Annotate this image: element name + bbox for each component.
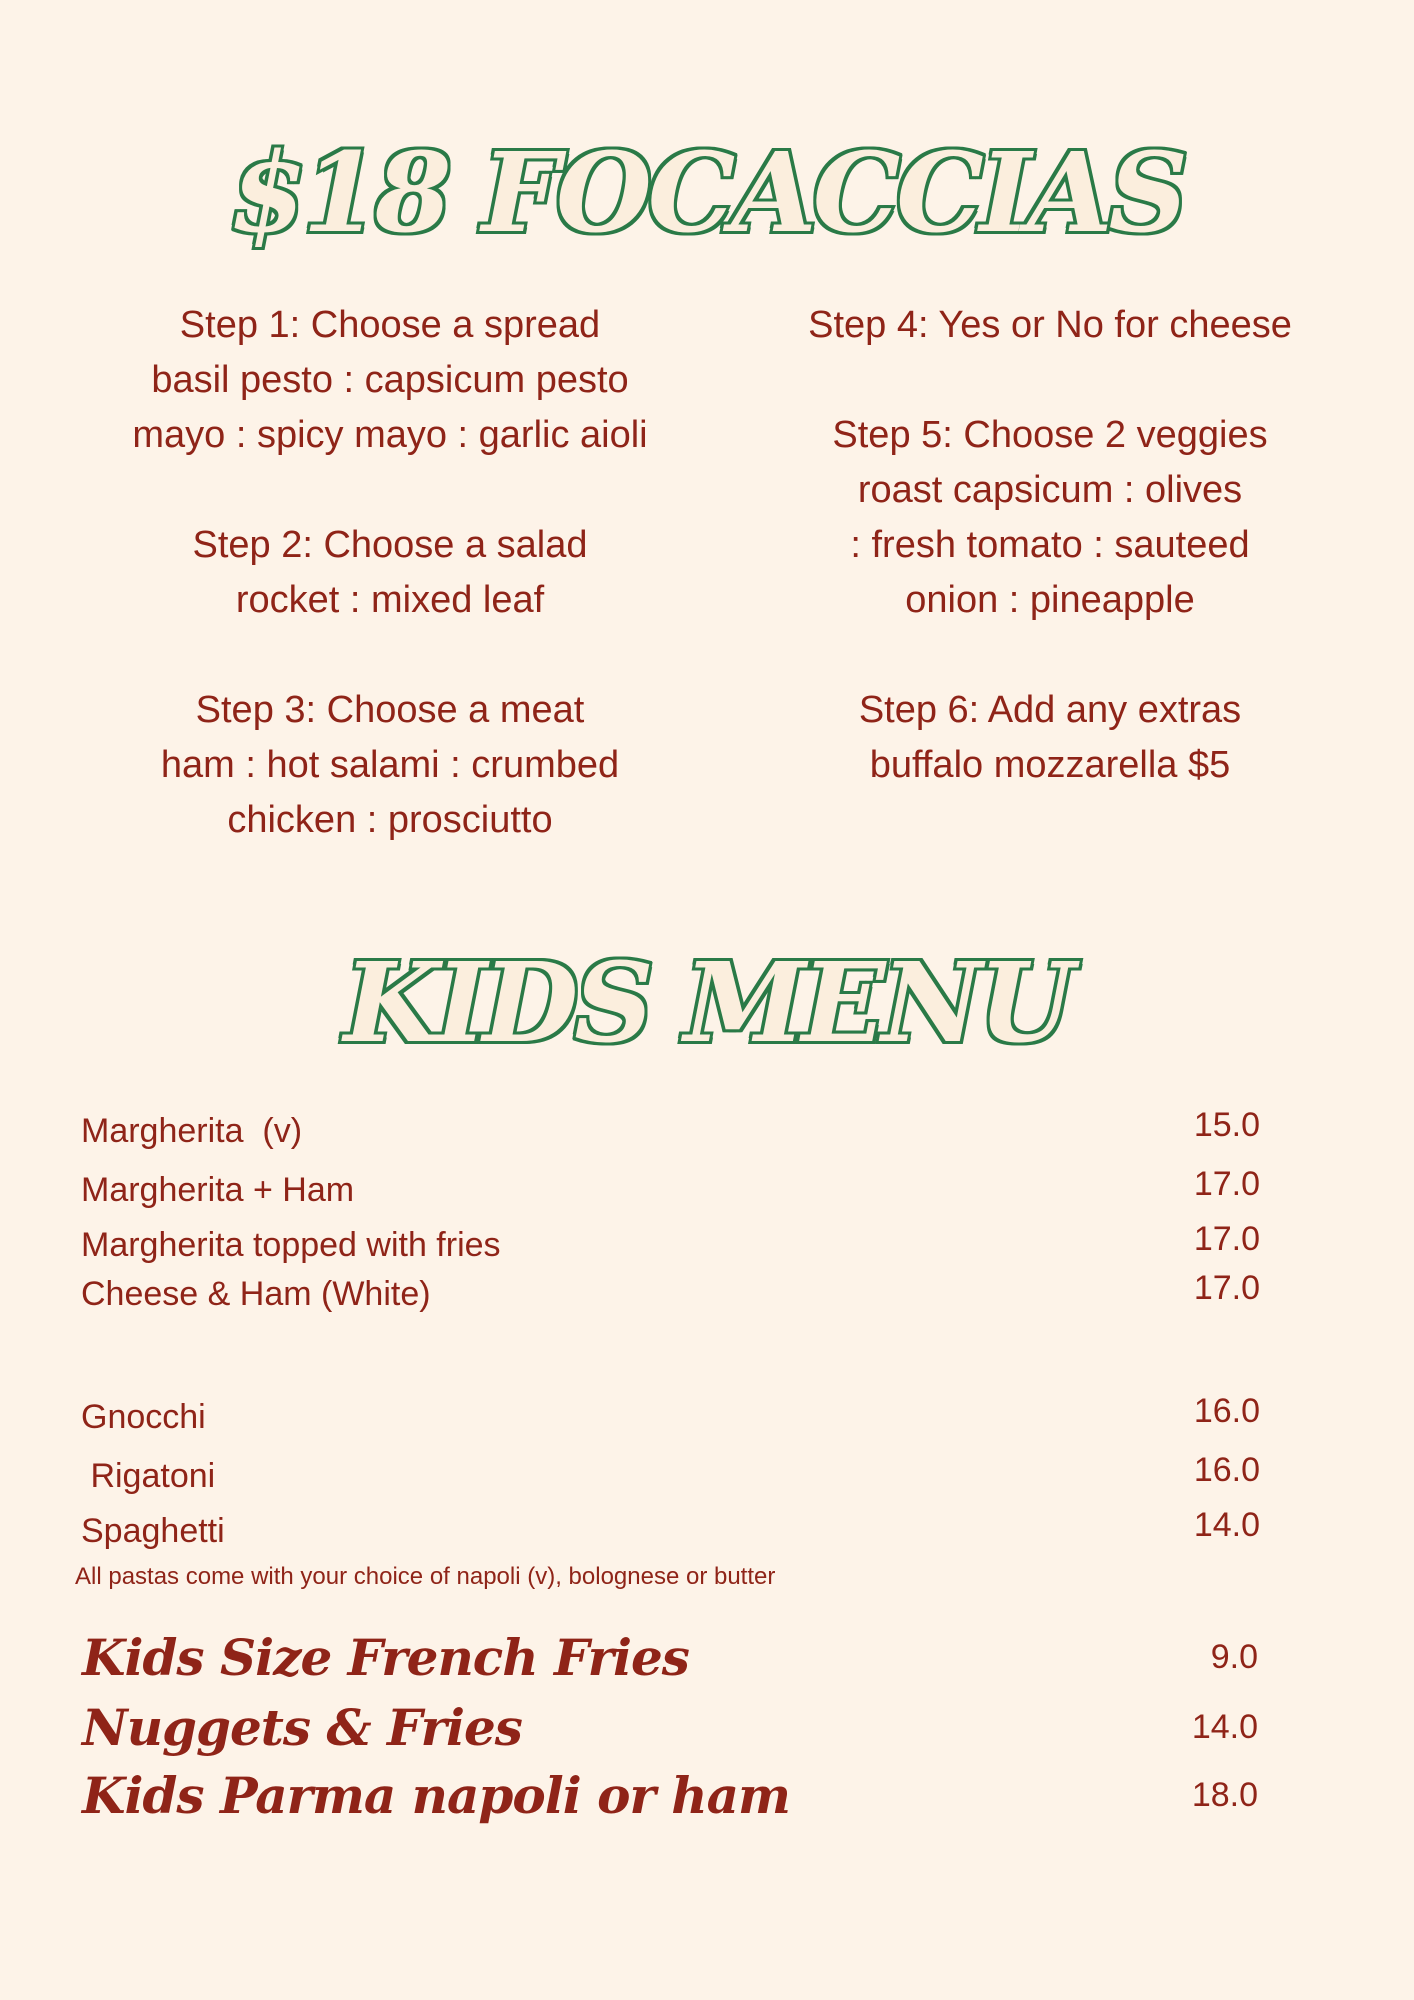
menu-item-name: Kids Parma napoli or ham [82,1766,790,1825]
menu-item-price: 14.0 [1193,1506,1260,1544]
menu-item-price: 16.0 [1193,1392,1260,1430]
menu-item-price: 17.0 [1193,1165,1260,1203]
menu-item-name: Margherita (v) [81,1112,303,1150]
menu-item [0,1766,1414,1836]
step-options: rocket : mixed leaf [235,579,545,621]
menu-item [0,1628,1414,1698]
step-heading: Step 6: Add any extras [858,689,1242,731]
focaccia-steps-left [90,298,690,848]
menu-item-name: Spaghetti [81,1512,225,1550]
step-heading: Step 3: Choose a meat [195,689,585,731]
step-heading: Step 2: Choose a salad [192,524,588,566]
menu-item-price: 16.0 [1193,1451,1260,1489]
step-options: onion : pineapple [905,579,1195,621]
focaccias-title: $18 FOCACCIAS [229,128,1185,257]
menu-item [0,1269,1414,1325]
menu-item-name: Margherita + Ham [81,1171,355,1209]
menu-item-name: Rigatoni [81,1457,216,1495]
step-options: buffalo mozzarella $5 [869,744,1231,786]
step-options: chicken : prosciutto [227,799,553,841]
step-heading: Step 1: Choose a spread [179,304,601,346]
step-options: mayo : spicy mayo : garlic aioli [132,414,648,456]
menu-item-price: 18.0 [1191,1776,1258,1814]
menu-item-price: 9.0 [1210,1638,1258,1676]
menu-item-price: 17.0 [1193,1269,1260,1307]
step-options: : fresh tomato : sauteed [850,524,1250,566]
menu-item [0,1506,1414,1562]
menu-item-name: Gnocchi [81,1398,206,1436]
menu-item-name: Margherita topped with fries [81,1226,501,1264]
step-heading: Step 5: Choose 2 veggies [832,414,1268,456]
menu-item-name: Cheese & Ham (White) [81,1275,431,1313]
menu-item-price: 14.0 [1191,1708,1258,1746]
menu-item [0,1165,1414,1221]
menu-item [0,1698,1414,1768]
kids-menu-title: KIDS MENU [343,938,1071,1067]
menu-item [0,1392,1414,1448]
pasta-note: All pastas come with your choice of napoli (v), bolognese or butter [75,1563,776,1590]
menu-item-name: Nuggets & Fries [82,1698,522,1757]
menu-item-name: Kids Size French Fries [82,1628,689,1687]
step-heading: Step 4: Yes or No for cheese [808,304,1292,346]
menu-item [0,1106,1414,1162]
menu-item-price: 17.0 [1193,1220,1260,1258]
step-options: basil pesto : capsicum pesto [151,359,629,401]
step-options: ham : hot salami : crumbed [160,744,620,786]
menu-item-price: 15.0 [1193,1106,1260,1144]
focaccia-steps-right [760,298,1340,793]
step-options: roast capsicum : olives [857,469,1243,511]
menu-item [0,1451,1414,1507]
